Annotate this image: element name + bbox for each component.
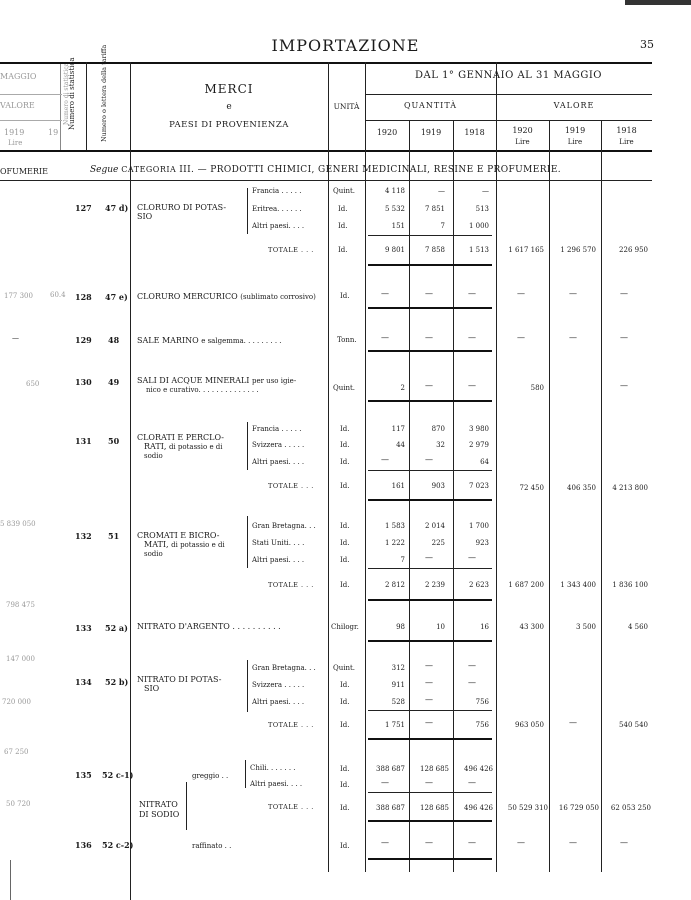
unit: Id. xyxy=(340,842,350,850)
quantity-1919: — xyxy=(425,381,433,390)
brace xyxy=(247,188,248,234)
fragment-col-label: Numero di statistica xyxy=(63,62,70,125)
quantity-1919: — xyxy=(425,553,433,562)
quantity-1919: — xyxy=(425,661,433,670)
unit: Id. xyxy=(338,246,348,254)
commodity-name: NITRATO DI POTAS- xyxy=(137,675,222,684)
totale-label: TOTALE . . . xyxy=(268,581,314,589)
total-quantity-1918: 2 623 xyxy=(468,581,489,589)
quantity-1920: 44 xyxy=(396,441,405,449)
commodity-note: . . . . . . . . . . xyxy=(232,622,281,631)
unit: Tonn. xyxy=(337,336,357,344)
commodity-name: SIO xyxy=(144,684,160,693)
header-period: DAL 1° GENNAIO AL 31 MAGGIO xyxy=(415,70,602,81)
tariff-number: 52 a) xyxy=(105,623,128,633)
total-quantity-1920: 388 687 xyxy=(376,804,405,812)
fragment-value: 177 300 xyxy=(4,292,33,300)
fragment-value: 50 720 xyxy=(6,800,31,808)
country: Svizzera . . . . . xyxy=(252,441,305,449)
header-num-tariffa: Numero o lettera della tariffa xyxy=(100,44,108,142)
quantity-1918: 16 xyxy=(480,623,489,631)
header-quantita: QUANTITÀ xyxy=(403,101,457,110)
totale-label: TOTALE . . . xyxy=(268,803,314,811)
quantity-1918: 1 700 xyxy=(468,522,489,530)
tariff-number: 51 xyxy=(108,531,120,541)
fragment-category: OFUMERIE xyxy=(0,167,48,176)
quantity-1918: — xyxy=(468,333,476,342)
page-number: 35 xyxy=(640,38,654,51)
commodity-title: CLORURO MERCURICO xyxy=(137,292,238,301)
commodity-note: (sublimato corrosivo) xyxy=(240,293,316,301)
total-quantity-1918: 7 023 xyxy=(468,482,489,490)
stat-number: 132 xyxy=(75,531,92,541)
commodity-note: di potassio e di xyxy=(171,541,225,549)
quantity-1918: — xyxy=(468,678,476,687)
tariff-number: 47 d) xyxy=(105,203,129,213)
fragment-value: 720 000 xyxy=(2,698,31,706)
header-rule xyxy=(365,120,652,121)
value-1920: — xyxy=(517,333,525,342)
page-title: IMPORTAZIONE xyxy=(271,36,420,55)
subtotal-rule xyxy=(368,235,492,236)
totale-label: TOTALE . . . xyxy=(268,482,314,490)
commodity-name xyxy=(137,336,282,345)
unit: Id. xyxy=(340,804,350,812)
header-e: e xyxy=(226,102,232,112)
fragment-value: — xyxy=(12,334,19,342)
country: Chili. . . . . . . xyxy=(250,764,296,772)
tariff-number: 52 c-1) xyxy=(102,770,134,780)
header-lire: Lire xyxy=(619,138,634,146)
commodity-name: DI SODIO xyxy=(139,810,180,819)
unit: Chilogr. xyxy=(331,623,359,631)
col-rule xyxy=(328,62,329,872)
stat-number: 128 xyxy=(75,292,92,302)
quantity-1920: — xyxy=(381,838,389,847)
category-rule xyxy=(0,180,652,181)
unit: Id. xyxy=(340,765,350,773)
quantity-1920: 528 xyxy=(391,698,405,706)
total-value-1919: — xyxy=(569,718,577,727)
value-1919: — xyxy=(569,333,577,342)
commodity-name: CROMATI E BICRO- xyxy=(137,531,220,540)
total-value-1918: 226 950 xyxy=(619,246,648,254)
total-value-1919: 1 343 400 xyxy=(560,581,596,589)
total-value-1918: 1 836 100 xyxy=(612,581,648,589)
stat-number: 133 xyxy=(75,623,92,633)
value-1919: — xyxy=(569,838,577,847)
quantity-1920: 388 687 xyxy=(376,765,405,773)
country: Francia . . . . . xyxy=(252,187,302,195)
total-value-1920: 963 050 xyxy=(515,721,544,729)
commodity-name xyxy=(137,376,296,385)
fragment-value: 147 000 xyxy=(6,655,35,663)
fragment-year2: 19 xyxy=(48,128,59,137)
fragment-value: 60.4 xyxy=(50,291,66,299)
header-merci: MERCI xyxy=(204,82,254,96)
quantity-1920: 151 xyxy=(391,222,405,230)
stat-number: 129 xyxy=(75,335,92,345)
fragment-value: 67 250 xyxy=(4,748,29,756)
quantity-1920: 5 532 xyxy=(384,205,405,213)
fragment-lire: Lire xyxy=(8,139,23,147)
stat-number: 134 xyxy=(75,677,92,687)
quantity-1920: 98 xyxy=(396,623,405,631)
commodity-name xyxy=(144,442,223,451)
quantity-1920: 117 xyxy=(391,425,405,433)
value-1919: — xyxy=(569,289,577,298)
quantity-1919: 7 851 xyxy=(424,205,445,213)
stat-number: 136 xyxy=(75,840,92,850)
unit: Id. xyxy=(340,681,350,689)
value-1918: 4 560 xyxy=(627,623,648,631)
stat-number: 131 xyxy=(75,436,92,446)
total-value-1920: 72 450 xyxy=(519,484,544,492)
subtotal-rule xyxy=(368,792,492,793)
category-text: III. — PRODOTTI CHIMICI, GENERI MEDICINALI, RESINE E PROFUMERIE. xyxy=(179,165,562,175)
unit: Quint. xyxy=(333,187,356,195)
quantity-1919: 7 xyxy=(440,222,445,230)
country: Altri paesi. . . . xyxy=(252,458,305,466)
header-year-q2: 1919 xyxy=(420,128,442,137)
header-year-v2: 1919 xyxy=(564,126,586,135)
sub-type: greggio . . xyxy=(192,772,229,780)
quantity-1920: — xyxy=(381,455,389,464)
fragment-year: 1919 xyxy=(4,128,25,137)
quantity-1919: 225 xyxy=(431,539,445,547)
tariff-number: 48 xyxy=(108,335,120,345)
brace xyxy=(247,422,248,470)
fragment-maggio: MAGGIO xyxy=(0,72,37,81)
quantity-1920: 4 118 xyxy=(384,187,405,195)
corner-bar xyxy=(625,0,691,5)
fragment-rule xyxy=(10,860,11,900)
header-bottom-rule xyxy=(0,150,652,152)
quantity-1920: 1 583 xyxy=(384,522,405,530)
quantity-1918: — xyxy=(468,553,476,562)
header-num-stat: Numero di statistica xyxy=(68,57,76,130)
commodity-note: sodio xyxy=(144,452,163,460)
total-quantity-1920: 1 751 xyxy=(384,721,405,729)
tariff-number: 50 xyxy=(108,436,120,446)
stat-number: 127 xyxy=(75,203,92,213)
category-segue: Segue xyxy=(90,165,119,175)
unit: Id. xyxy=(340,441,350,449)
total-rule xyxy=(368,738,492,740)
quantity-1918: — xyxy=(468,289,476,298)
value-1918: — xyxy=(620,838,628,847)
unit: Quint. xyxy=(333,384,356,392)
country: Altri paesi. . . . xyxy=(252,222,305,230)
quantity-1919: — xyxy=(425,455,433,464)
total-quantity-1918: 756 xyxy=(475,721,489,729)
fragment-rule xyxy=(0,94,62,95)
quantity-1918: — xyxy=(482,187,489,195)
total-rule xyxy=(368,640,492,642)
country: Stati Uniti. . . . xyxy=(252,539,305,547)
stat-number: 130 xyxy=(75,377,92,387)
country: Altri paesi. . . . xyxy=(250,780,303,788)
stat-number: 135 xyxy=(75,770,92,780)
commodity-title: NITRATO D'ARGENTO xyxy=(137,622,230,631)
commodity-note: per uso igie- xyxy=(251,377,297,385)
tariff-number: 47 e) xyxy=(105,292,128,302)
header-top-rule xyxy=(0,62,652,64)
tariff-number: 52 b) xyxy=(105,677,129,687)
total-rule xyxy=(368,307,492,309)
subtotal-rule xyxy=(368,710,492,711)
col-rule xyxy=(601,120,602,872)
quantity-1920: — xyxy=(381,289,389,298)
commodity-title: SALI DI ACQUE MINERALI xyxy=(137,376,250,385)
quantity-1919: 32 xyxy=(436,441,445,449)
col-rule xyxy=(496,62,497,872)
unit: Id. xyxy=(338,222,348,230)
quantity-1919: 870 xyxy=(431,425,445,433)
quantity-1919: — xyxy=(425,838,433,847)
quantity-1918: 2 979 xyxy=(468,441,489,449)
quantity-1920: 2 xyxy=(400,384,405,392)
total-quantity-1920: 9 801 xyxy=(384,246,405,254)
header-year-q3: 1918 xyxy=(464,128,485,137)
commodity-name: SIO xyxy=(137,212,153,221)
total-quantity-1919: 128 685 xyxy=(420,804,449,812)
total-value-1919: 406 350 xyxy=(567,484,596,492)
total-rule xyxy=(368,350,492,352)
quantity-1919: 128 685 xyxy=(420,765,449,773)
quantity-1919: — xyxy=(425,289,433,298)
brace xyxy=(247,516,248,568)
quantity-1920: 911 xyxy=(391,681,405,689)
header-year-v1: 1920 xyxy=(512,126,533,135)
brace xyxy=(245,760,246,788)
total-quantity-1919: 903 xyxy=(431,482,445,490)
total-quantity-1919: 2 239 xyxy=(424,581,445,589)
fragment-value: 798 475 xyxy=(6,601,35,609)
quantity-1919: — xyxy=(425,678,433,687)
fragment-value: 5 839 050 xyxy=(0,520,36,528)
quantity-1920: 7 xyxy=(400,556,405,564)
col-rule xyxy=(365,62,366,872)
quantity-1919: — xyxy=(425,333,433,342)
country: Altri paesi. . . . xyxy=(252,556,305,564)
unit: Id. xyxy=(340,721,350,729)
commodity-name xyxy=(137,622,281,631)
header-unita: UNITÀ xyxy=(333,102,360,111)
unit: Id. xyxy=(340,292,350,300)
col-rule xyxy=(409,120,410,872)
country: Gran Bretagna. . . xyxy=(252,522,316,530)
brace xyxy=(186,782,187,830)
col-rule xyxy=(549,120,550,872)
unit: Id. xyxy=(338,205,348,213)
quantity-1918: — xyxy=(468,661,476,670)
quantity-1919: 10 xyxy=(436,623,445,631)
quantity-1918: — xyxy=(468,778,476,787)
category-line xyxy=(90,165,561,175)
quantity-1920: — xyxy=(381,778,389,787)
fragment-rule xyxy=(0,120,62,121)
quantity-1920: 312 xyxy=(391,664,405,672)
unit: Id. xyxy=(340,581,350,589)
commodity-note: sodio xyxy=(144,550,163,558)
value-1918: — xyxy=(620,381,628,390)
commodity-name xyxy=(144,540,225,549)
quantity-1918: 923 xyxy=(475,539,489,547)
unit: Id. xyxy=(340,781,350,789)
subtotal-rule xyxy=(368,568,492,569)
quantity-1920: — xyxy=(381,333,389,342)
quantity-1918: 756 xyxy=(475,698,489,706)
commodity-title: SALE MARINO xyxy=(137,336,199,345)
total-rule xyxy=(368,599,492,601)
header-year-q1: 1920 xyxy=(376,128,398,137)
tariff-number: 52 c-2) xyxy=(102,840,134,850)
quantity-1919: — xyxy=(425,778,433,787)
total-quantity-1920: 161 xyxy=(391,482,405,490)
total-rule xyxy=(368,264,492,266)
fragment-value: 650 xyxy=(26,380,40,388)
commodity-title: MATI, xyxy=(144,540,169,549)
total-rule xyxy=(368,820,492,822)
total-value-1918: 540 540 xyxy=(619,721,648,729)
commodity-name: CLORURO DI POTAS- xyxy=(137,203,227,212)
commodity-name xyxy=(137,292,316,301)
col-rule xyxy=(86,62,87,150)
value-1919: 3 500 xyxy=(575,623,596,631)
tariff-number: 49 xyxy=(108,377,120,387)
unit: Id. xyxy=(340,522,350,530)
quantity-1918: 64 xyxy=(480,458,489,466)
total-quantity-1919: — xyxy=(425,718,433,727)
country: Altri paesi. . . . xyxy=(252,698,305,706)
country: Francia . . . . . xyxy=(252,425,302,433)
total-rule xyxy=(368,400,492,402)
unit: Id. xyxy=(340,482,350,490)
total-rule xyxy=(368,858,492,860)
unit: Id. xyxy=(340,556,350,564)
commodity-note: nico e curativo. . . . . . . . . . . . . . xyxy=(146,386,259,394)
value-1918: — xyxy=(620,333,628,342)
total-value-1919: 16 729 050 xyxy=(558,804,599,812)
quantity-1919: — xyxy=(438,187,445,195)
value-1920: — xyxy=(517,289,525,298)
value-1920: 580 xyxy=(530,384,544,392)
header-lire: Lire xyxy=(515,138,530,146)
value-1920: — xyxy=(517,838,525,847)
country: Gran Bretagna. . . xyxy=(252,664,316,672)
total-value-1919: 1 296 570 xyxy=(560,246,596,254)
total-value-1918: 4 213 800 xyxy=(612,484,648,492)
quantity-1920: 1 222 xyxy=(384,539,405,547)
subtotal-rule xyxy=(368,470,492,471)
quantity-1918: 513 xyxy=(475,205,489,213)
total-value-1920: 1 617 165 xyxy=(508,246,544,254)
total-rule xyxy=(368,499,492,501)
total-quantity-1919: 7 858 xyxy=(424,246,445,254)
unit: Quint. xyxy=(333,664,356,672)
commodity-name: NITRATO xyxy=(139,800,178,809)
total-value-1918: 62 053 250 xyxy=(610,804,651,812)
quantity-1918: 1 000 xyxy=(468,222,489,230)
sub-type: raffinato . . xyxy=(192,842,232,850)
unit: Id. xyxy=(340,539,350,547)
value-1920: 43 300 xyxy=(519,623,544,631)
commodity-note: di potassio e di xyxy=(168,443,223,451)
total-quantity-1918: 1 513 xyxy=(468,246,489,254)
total-value-1920: 50 529 310 xyxy=(507,804,548,812)
country: Svizzera . . . . . xyxy=(252,681,305,689)
commodity-name: CLORATI E PERCLO- xyxy=(137,433,225,442)
header-paesi: PAESI DI PROVENIENZA xyxy=(169,120,289,130)
quantity-1918: — xyxy=(468,838,476,847)
total-value-1920: 1 687 200 xyxy=(508,581,544,589)
fragment-valore: VALORE xyxy=(0,101,35,110)
commodity-note: e salgemma. . . . . . . . . xyxy=(201,337,282,345)
totale-label: TOTALE . . . xyxy=(268,721,314,729)
value-1918: — xyxy=(620,289,628,298)
header-rule xyxy=(365,94,652,95)
commodity-title: RATI, xyxy=(144,442,167,451)
total-quantity-1918: 496 426 xyxy=(464,804,493,812)
header-lire: Lire xyxy=(567,138,583,146)
total-quantity-1920: 2 812 xyxy=(384,581,405,589)
quantity-1919: — xyxy=(425,695,433,704)
category-label: CATEGORIA xyxy=(121,165,177,174)
unit: Id. xyxy=(340,458,350,466)
fragment-rule xyxy=(60,62,61,150)
quantity-1918: — xyxy=(468,381,476,390)
quantity-1918: 496 426 xyxy=(464,765,493,773)
quantity-1918: 3 980 xyxy=(468,425,489,433)
totale-label: TOTALE . . . xyxy=(268,246,314,254)
header-year-v3: 1918 xyxy=(616,126,637,135)
country: Eritrea. . . . . . xyxy=(252,205,302,213)
quantity-1919: 2 014 xyxy=(424,522,445,530)
unit: Id. xyxy=(340,698,350,706)
header-valore: VALORE xyxy=(553,101,595,110)
col-rule xyxy=(453,120,454,872)
unit: Id. xyxy=(340,425,350,433)
brace xyxy=(247,660,248,712)
